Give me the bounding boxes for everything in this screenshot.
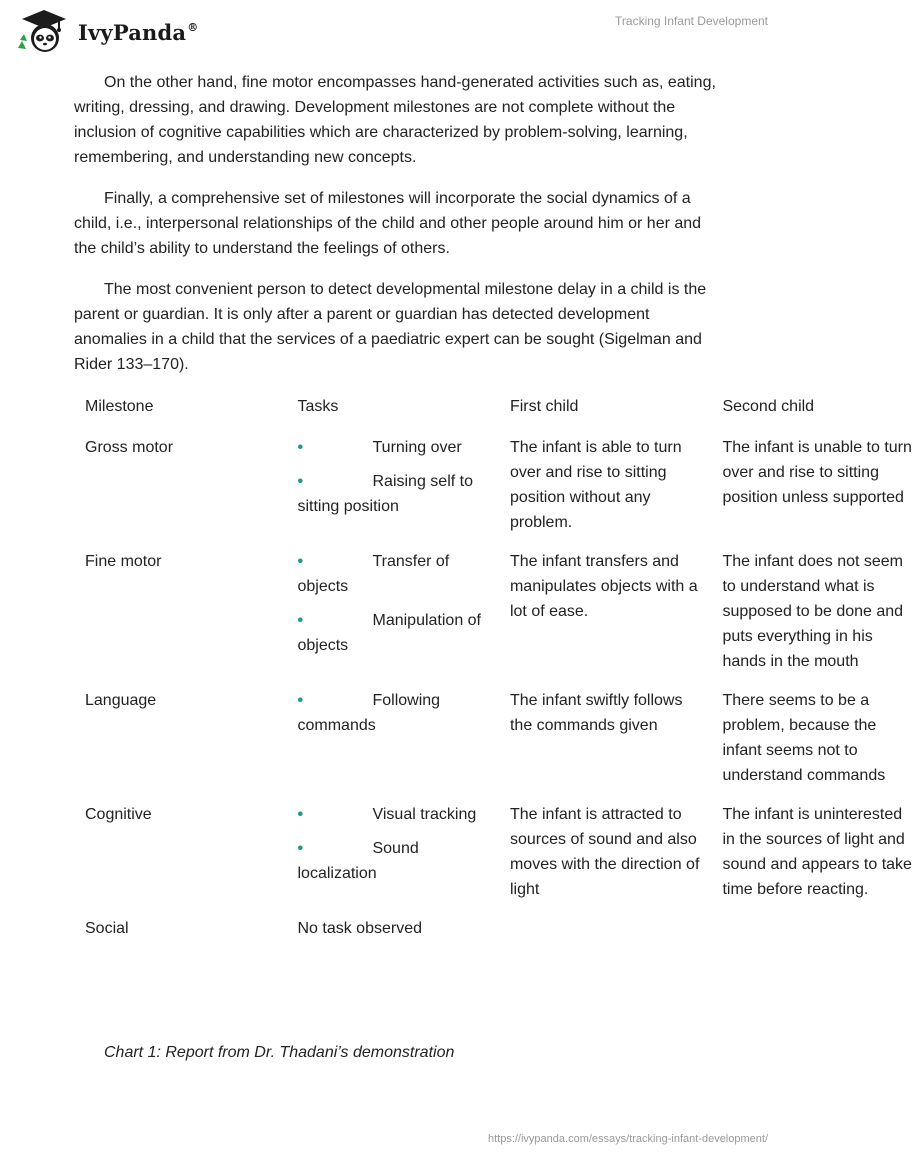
column-header: Second child [722,398,815,415]
table-row [74,916,924,955]
paragraph: Finally, a comprehensive set of milestones will incorporate the social dynamics of a child, i.e., interpersonal relationships of the child and other people around him or her and the child’s ability to understand the feelings of others. [74,190,702,257]
bullet-icon: • [297,806,304,823]
milestone-cell: Fine motor [85,553,162,570]
bullet-icon: • [297,439,304,456]
document-title: Tracking Infant Development [615,14,768,28]
tasks-cell: No task observed [297,920,422,937]
task-item: • Manipulation of objects [297,608,487,658]
milestone-cell: Language [85,692,157,709]
milestone-cell: Social [85,920,129,937]
bullet-icon: • [297,612,304,629]
table-header-row [74,394,924,435]
first-child-cell [499,916,711,955]
tasks-cell [286,435,498,549]
table-row [74,802,924,916]
first-child-cell: The infant swiftly follows the commands given [509,692,683,734]
task-item: • Transfer of objects [297,549,487,599]
task-item: • Following commands [297,688,487,738]
logo-wordmark: IvyPanda® [78,19,199,45]
task-item: • Sound localization [297,836,487,886]
article-body [74,70,724,393]
task-item: • Turning over [297,435,487,460]
tasks-cell [286,802,498,916]
milestone-cell: Cognitive [85,806,152,823]
table-caption: Chart 1: Report from Dr. Thadani’s demonstration [104,1044,455,1061]
second-child-cell [711,916,924,955]
task-item: • Visual tracking [297,802,487,827]
second-child-cell: The infant is unable to turn over and rise to sitting position unless supported [722,439,912,506]
table-row [74,435,924,549]
bullet-icon: • [297,692,304,709]
milestones-table [74,394,924,955]
table-row [74,549,924,688]
bullet-icon: • [297,553,304,570]
bullet-icon: • [297,473,304,490]
tasks-cell [286,688,498,802]
first-child-cell: The infant is attracted to sources of sound and also moves with the direction of light [509,806,700,898]
paragraph: The most convenient person to detect developmental milestone delay in a child is the parent or guardian. It is only after a parent or guardian has detected development anomalies in a child that the services of a paediatric expert can be sought (Sigelman and Rider 133–170). [74,281,707,373]
column-header: First child [509,398,579,415]
column-header: Tasks [297,398,339,415]
tasks-cell [286,549,498,688]
registered-mark: ® [187,20,199,34]
first-child-cell: The infant transfers and manipulates objects with a lot of ease. [509,553,698,620]
second-child-cell: The infant is uninterested in the sources of light and sound and appears to take time before reacting. [722,806,912,898]
table-row [74,688,924,802]
page-header [0,0,800,62]
column-header: Milestone [85,398,154,415]
task-item: • Raising self to sitting position [297,469,487,519]
paragraph: On the other hand, fine motor encompasses hand-generated activities such as, eating, writing, dressing, and drawing. Development milestones are not complete without the inclusion of cognitive capabilities which are characterized by problem-solving, learning, remembering, and understanding new concepts. [74,74,716,166]
ivypanda-logo[interactable] [14,8,198,56]
second-child-cell: There seems to be a problem, because the infant seems not to understand commands [722,692,886,784]
bullet-icon: • [297,840,304,857]
panda-graduate-icon [14,8,74,56]
second-child-cell: The infant does not seem to understand what is supposed to be done and puts everything in his hands in the mouth [722,553,904,670]
source-url[interactable]: https://ivypanda.com/essays/tracking-infant-development/ [487,1133,768,1145]
milestone-cell: Gross motor [85,439,174,456]
first-child-cell: The infant is able to turn over and rise to sitting position without any problem. [509,439,682,531]
